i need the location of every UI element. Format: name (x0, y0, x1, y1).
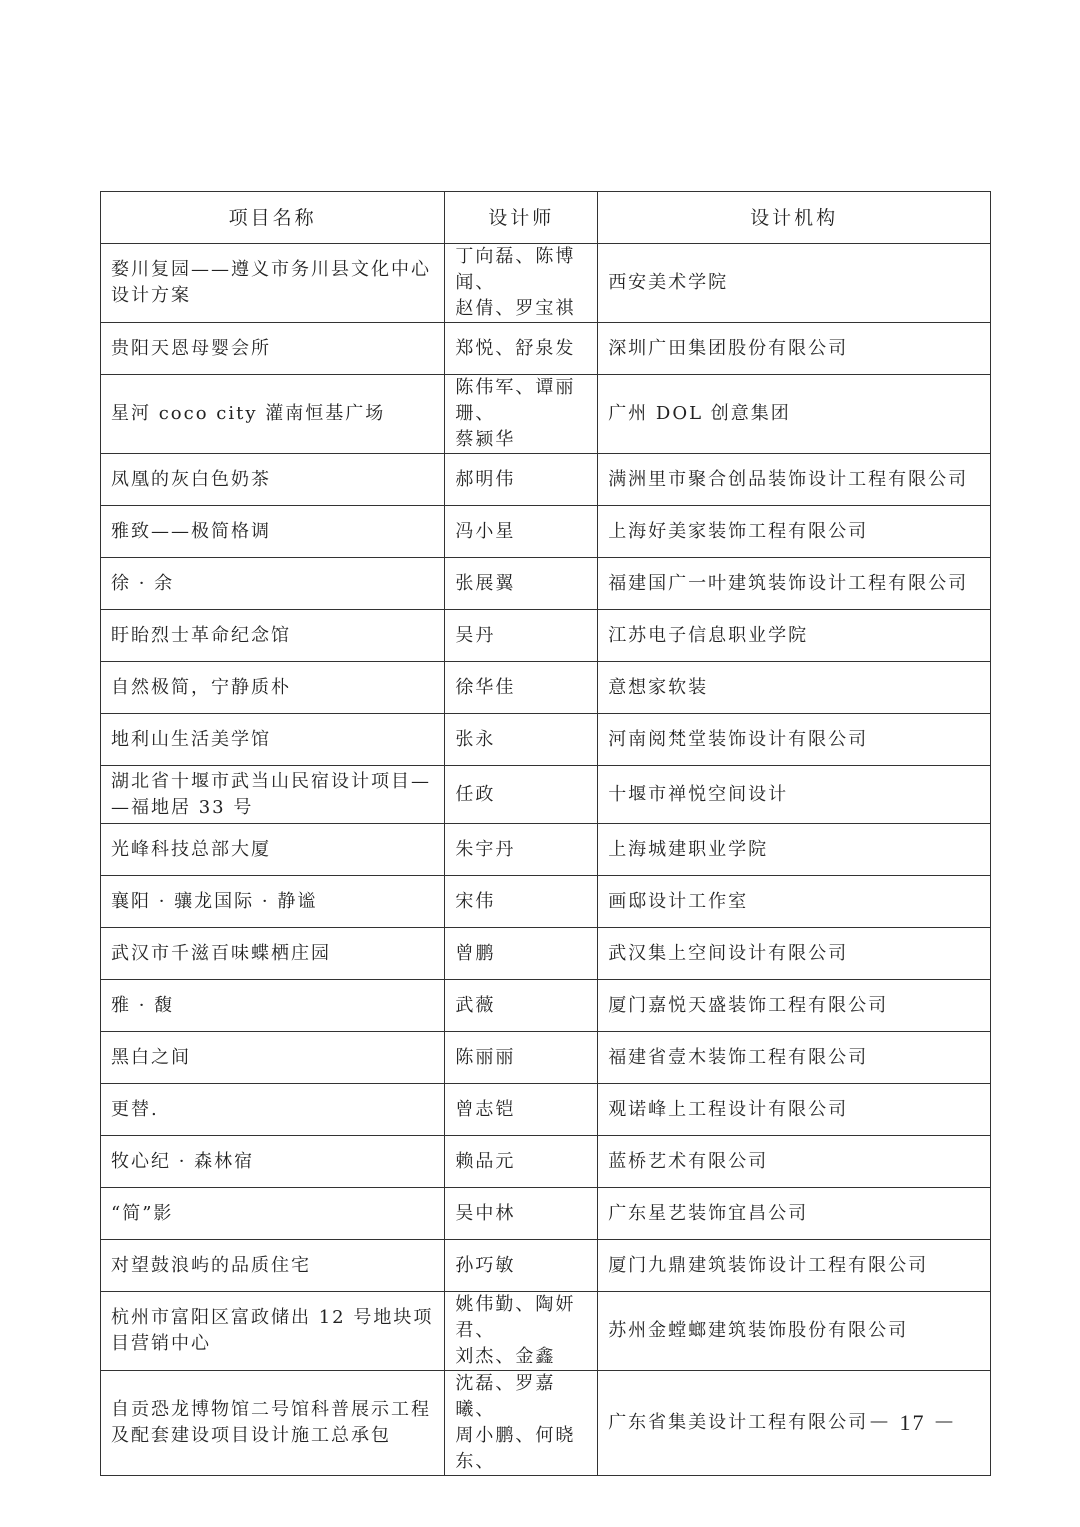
cell-project: 光峰科技总部大厦 (101, 824, 445, 876)
cell-org: 武汉集上空间设计有限公司 (598, 928, 991, 980)
table-row (101, 375, 991, 454)
cell-org: 西安美术学院 (598, 244, 991, 323)
cell-org: 意想家软装 (598, 662, 991, 714)
cell-designer: 徐华佳 (445, 662, 598, 714)
cell-project: 星河 coco city 灌南恒基广场 (101, 375, 445, 454)
cell-project: 自贡恐龙博物馆二号馆科普展示工程 及配套建设项目设计施工总承包 (101, 1371, 445, 1476)
table-row (101, 323, 991, 375)
cell-designer: 陈丽丽 (445, 1032, 598, 1084)
table-row (101, 1371, 991, 1476)
cell-project: 雅 · 馥 (101, 980, 445, 1032)
cell-project: 雅致——极简格调 (101, 506, 445, 558)
cell-designer: 朱宇丹 (445, 824, 598, 876)
cell-project: 凤凰的灰白色奶茶 (101, 454, 445, 506)
cell-designer: 任政 (445, 766, 598, 824)
table-row (101, 1292, 991, 1371)
table-row (101, 1032, 991, 1084)
cell-designer: 丁向磊、陈博闻、 赵倩、罗宝祺 (445, 244, 598, 323)
cell-project: 杭州市富阳区富政储出 12 号地块项 目营销中心 (101, 1292, 445, 1371)
cell-org: 福建国广一叶建筑装饰设计工程有限公司 (598, 558, 991, 610)
cell-designer: 冯小星 (445, 506, 598, 558)
cell-project: 湖北省十堰市武当山民宿设计项目— —福地居 33 号 (101, 766, 445, 824)
cell-project: 黑白之间 (101, 1032, 445, 1084)
table-row (101, 662, 991, 714)
cell-org: 蓝桥艺术有限公司 (598, 1136, 991, 1188)
cell-org: 苏州金螳螂建筑装饰股份有限公司 (598, 1292, 991, 1371)
table-row (101, 980, 991, 1032)
cell-org: 上海好美家装饰工程有限公司 (598, 506, 991, 558)
cell-designer: 武薇 (445, 980, 598, 1032)
table-header-row (101, 192, 991, 244)
cell-designer: 宋伟 (445, 876, 598, 928)
cell-project: “简”影 (101, 1188, 445, 1240)
cell-designer: 姚伟勤、陶妍君、 刘杰、金鑫 (445, 1292, 598, 1371)
award-table (100, 191, 991, 1476)
table-row (101, 558, 991, 610)
cell-project: 武汉市千滋百味蝶栖庄园 (101, 928, 445, 980)
cell-designer: 吴丹 (445, 610, 598, 662)
cell-org: 广东省集美设计工程有限公司 (598, 1371, 991, 1476)
table-row (101, 1240, 991, 1292)
table-row (101, 928, 991, 980)
header-designer: 设计师 (445, 192, 598, 244)
cell-designer: 曾鹏 (445, 928, 598, 980)
cell-org: 厦门九鼎建筑装饰设计工程有限公司 (598, 1240, 991, 1292)
cell-designer: 郝明伟 (445, 454, 598, 506)
table-row (101, 766, 991, 824)
table-row (101, 1188, 991, 1240)
cell-org: 满洲里市聚合创品装饰设计工程有限公司 (598, 454, 991, 506)
cell-project: 贵阳天恩母婴会所 (101, 323, 445, 375)
cell-project: 对望鼓浪屿的品质住宅 (101, 1240, 445, 1292)
cell-org: 深圳广田集团股份有限公司 (598, 323, 991, 375)
cell-org: 广东星艺装饰宜昌公司 (598, 1188, 991, 1240)
cell-org: 观诺峰上工程设计有限公司 (598, 1084, 991, 1136)
header-project: 项目名称 (101, 192, 445, 244)
cell-project: 徐 · 余 (101, 558, 445, 610)
cell-designer: 曾志铠 (445, 1084, 598, 1136)
table-row (101, 1136, 991, 1188)
table-row (101, 244, 991, 323)
cell-org: 江苏电子信息职业学院 (598, 610, 991, 662)
cell-designer: 张展翼 (445, 558, 598, 610)
cell-designer: 吴中林 (445, 1188, 598, 1240)
table-row (101, 876, 991, 928)
cell-project: 牧心纪 · 森林宿 (101, 1136, 445, 1188)
cell-org: 厦门嘉悦天盛装饰工程有限公司 (598, 980, 991, 1032)
cell-designer: 陈伟军、谭丽珊、 蔡颍华 (445, 375, 598, 454)
cell-project: 更替. (101, 1084, 445, 1136)
cell-project: 自然极简，宁静质朴 (101, 662, 445, 714)
cell-project: 盱眙烈士革命纪念馆 (101, 610, 445, 662)
table-row (101, 1084, 991, 1136)
cell-org: 画邸设计工作室 (598, 876, 991, 928)
cell-project: 地利山生活美学馆 (101, 714, 445, 766)
cell-org: 福建省壹木装饰工程有限公司 (598, 1032, 991, 1084)
cell-designer: 孙巧敏 (445, 1240, 598, 1292)
header-org: 设计机构 (598, 192, 991, 244)
cell-org: 上海城建职业学院 (598, 824, 991, 876)
table-row (101, 454, 991, 506)
cell-project: 婺川复园——遵义市务川县文化中心 设计方案 (101, 244, 445, 323)
cell-org: 广州 DOL 创意集团 (598, 375, 991, 454)
table-row (101, 824, 991, 876)
cell-designer: 张永 (445, 714, 598, 766)
page-number: － 17 － (868, 1410, 958, 1435)
cell-designer: 郑悦、舒泉发 (445, 323, 598, 375)
cell-org: 十堰市禅悦空间设计 (598, 766, 991, 824)
table-row (101, 506, 991, 558)
cell-org: 河南阅梵堂装饰设计有限公司 (598, 714, 991, 766)
table-row (101, 714, 991, 766)
table-row (101, 610, 991, 662)
cell-designer: 赖品元 (445, 1136, 598, 1188)
cell-designer: 沈磊、罗嘉曦、 周小鹏、何晓东、 (445, 1371, 598, 1476)
cell-project: 襄阳 · 骧龙国际 · 静谧 (101, 876, 445, 928)
